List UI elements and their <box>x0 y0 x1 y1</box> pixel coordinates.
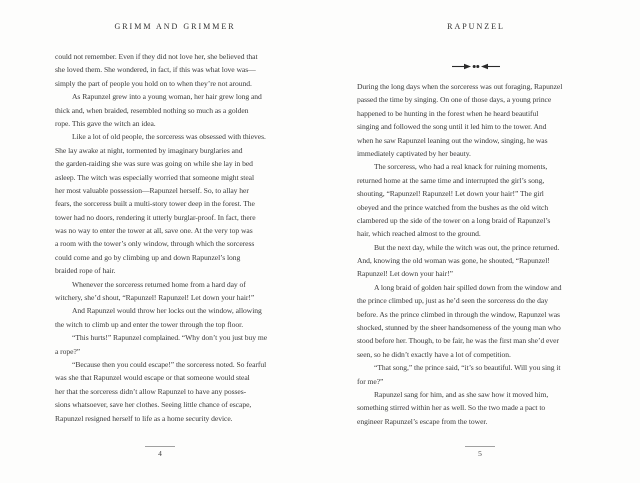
text-line: the garden-raiding she was sure was going on while she lay in bed <box>55 159 253 169</box>
text-line: asleep. The witch was especially worried that someone might steal <box>55 172 255 182</box>
text-line: could come and go by climbing up and down Rapunzel’s long <box>55 252 241 262</box>
text-line: was no way to enter the tower at all, save one. At the very top was <box>55 226 253 236</box>
text-line: singing and followed the song until it led him to the tower. And <box>357 122 547 132</box>
text-line: stood before her. Though, to be fair, he was the first man she’d ever <box>357 336 559 346</box>
text-line: she loved them. She wondered, in fact, if this was what love was— <box>55 65 256 75</box>
text-line: immediately captivated by her beauty. <box>357 148 471 158</box>
text-line: “This hurts!” Rapunzel complained. “Why don’t you just buy me <box>72 333 268 343</box>
text-line: seen, so he didn’t exactly have a lot of competition. <box>357 349 511 359</box>
text-line: a rope?” <box>55 346 81 356</box>
footer-rule <box>145 446 175 447</box>
text-line: a room with the tower’s only window, through which the sorceress <box>55 239 255 249</box>
text-line: witchery, she’d shout, “Rapunzel! Rapunzel! Let down your hair!” <box>55 293 255 303</box>
text-line: engineer Rapunzel’s escape from the tower. <box>357 416 488 426</box>
text-line: for me?” <box>357 376 384 386</box>
text-line: Like a lot of old people, the sorceress was obsessed with thieves. <box>72 132 266 142</box>
left-page-text <box>55 50 300 425</box>
right-page <box>320 0 640 483</box>
text-line: Rapunzel! Let down your hair!” <box>357 269 453 279</box>
left-page-footer <box>0 446 320 458</box>
text-line: the prince climbed up, just as he’d seen the sorceress do the day <box>357 296 548 306</box>
text-line: And, knowing the old woman was gone, he shouted, “Rapunzel! <box>357 256 550 266</box>
text-line: rope. This gave the witch an idea. <box>55 118 156 128</box>
text-line: simply the part of people you hold on to when they’re not around. <box>55 78 252 88</box>
text-line: her that the sorceress didn’t allow Rapunzel to have any posses- <box>55 386 247 396</box>
running-head-right: RAPUNZEL <box>447 22 505 31</box>
inward-arrows-dots-icon <box>450 62 502 71</box>
text-line: During the long days when the sorceress was out foraging, Rapunzel <box>357 82 563 91</box>
running-head-left: GRIMM AND GRIMMER <box>114 22 236 31</box>
text-line: shocked, stunned by the sheer handsomeness of the young man who <box>357 323 561 333</box>
text-line: obeyed and the prince watched from the bushes as the old witch <box>357 202 549 212</box>
right-page-text <box>357 80 599 428</box>
text-line: was she that Rapunzel would escape or that someone would steal <box>55 373 250 383</box>
text-line: But the next day, while the witch was out, the prince returned. <box>374 242 560 252</box>
text-line: Rapunzel resigned herself to life as a home security device. <box>55 413 233 423</box>
footer-rule <box>465 446 495 447</box>
text-line: the witch to climb up and enter the tower through the top floor. <box>55 319 244 329</box>
text-line: something stirred within her as well. So the two made a pact to <box>357 403 546 413</box>
section-break-ornament <box>357 62 595 80</box>
text-line: braided rope of hair. <box>55 266 116 276</box>
text-line: when he saw Rapunzel leaning out the window, singing, he was <box>357 135 548 145</box>
text-line: clambered up the side of the tower on a long braid of Rapunzel’s <box>357 215 551 225</box>
page-number: 4 <box>158 449 162 458</box>
text-line: tower had no doors, rendering it utterly burglar-proof. In fact, there <box>55 212 256 222</box>
text-line: returned home at the same time and interrupted the girl’s song, <box>357 175 545 185</box>
text-line: could not remember. Even if they did not love her, she believed that <box>55 52 258 61</box>
text-line: before. As the prince climbed in through the window, Rapunzel was <box>357 309 560 319</box>
page-number: 5 <box>478 449 482 458</box>
text-line: The sorceress, who had a real knack for ruining moments, <box>374 162 548 172</box>
text-line: happened to be hunting in the forest when he heard beautiful <box>357 108 539 118</box>
text-line: her most valuable possession—Rapunzel herself. So, to allay her <box>55 185 249 195</box>
text-line: thick and, when braided, resembled nothing so much as a golden <box>55 105 249 115</box>
text-line: sions whatsoever, save her clothes. Seeing little chance of escape, <box>55 400 252 410</box>
text-line: “That song,” the prince said, “it’s so beautiful. Will you sing it <box>374 363 561 373</box>
text-line: fears, the sorceress built a multi-story tower deep in the forest. The <box>55 199 255 209</box>
text-line: As Rapunzel grew into a young woman, her hair grew long and <box>72 92 262 102</box>
text-line: A long braid of golden hair spilled down from the window and <box>374 282 562 292</box>
text-line: “Because then you could escape!” the sorceress noted. So fearful <box>72 359 267 369</box>
right-page-footer <box>320 446 640 458</box>
text-line: shouting, “Rapunzel! Rapunzel! Let down your hair!” The girl <box>357 189 544 199</box>
text-line: She lay awake at night, tormented by imaginary burglaries and <box>55 145 243 155</box>
text-line: Whenever the sorceress returned home from a hard day of <box>72 279 246 289</box>
text-line: Rapunzel sang for him, and as she saw how it moved him, <box>374 389 549 399</box>
text-line: And Rapunzel would throw her locks out the window, allowing <box>72 306 262 316</box>
text-line: passed the time by singing. On one of those days, a young prince <box>357 95 552 105</box>
text-line: hair, which reached almost to the ground. <box>357 229 481 239</box>
